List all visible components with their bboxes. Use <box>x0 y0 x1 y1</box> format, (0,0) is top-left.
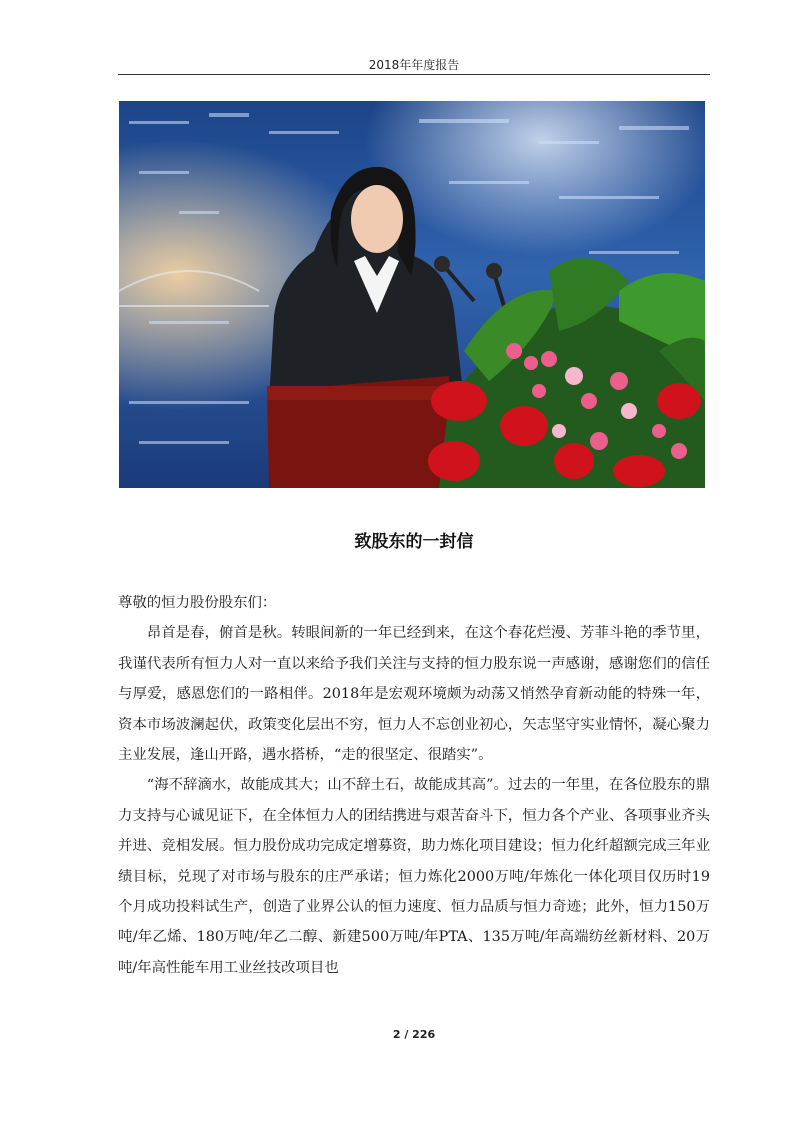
running-header: 2018年年度报告 <box>368 58 460 72</box>
paragraph: “海不辞滴水，故能成其大；山不辞土石，故能成其高”。过去的一年里，在各位股东的鼎力支持与心诚见证下，在全体恒力人的团结携进与艰苦奋斗下，恒力各个产业、各项事业齐头并进、竞相发展。恒力股份成功完成定增募资，助力炼化项目建设；恒力化纤超额完成三年业绩目标，兑现了对市场与股东的庄严承诺；恒力炼化2000万吨/年炼化一体化项目仅历时19个月成功投料试生产，创造了业界公认的恒力速度、恒力品质与恒力奇迹；此外，恒力150万吨/年乙烯、180万吨/年乙二醇、新建500万吨/年PTA、135万吨/年高端纺丝新材料、20万吨/年高性能车用工业丝技改项目也 <box>118 777 710 976</box>
salutation: 尊敬的恒力股份股东们： <box>118 595 277 611</box>
page-number: 2 / 226 <box>392 1028 436 1041</box>
chairwoman-speech-photo <box>119 101 705 488</box>
paragraph: 昂首是春，俯首是秋。转眼间新的一年已经到来，在这个春花烂漫、芳菲斗艳的季节里，我谨代表所有恒力人对一直以来给予我们关注与支持的恒力股东说一声感谢，感谢您们的信任与厚爱，感恩您们的一路相伴。2018年是宏观环境颇为动荡又悄然孕育新动能的特殊一年，资本市场波澜起伏，政策变化层出不穷，恒力人不忘创业初心，矢志坚守实业情怀，凝心聚力主业发展，逢山开路，遇水搭桥，“走的很坚定、很踏实”。 <box>118 625 710 764</box>
letter-body <box>118 588 710 983</box>
letter-title: 致股东的一封信 <box>354 532 474 552</box>
header-rule <box>118 74 710 75</box>
